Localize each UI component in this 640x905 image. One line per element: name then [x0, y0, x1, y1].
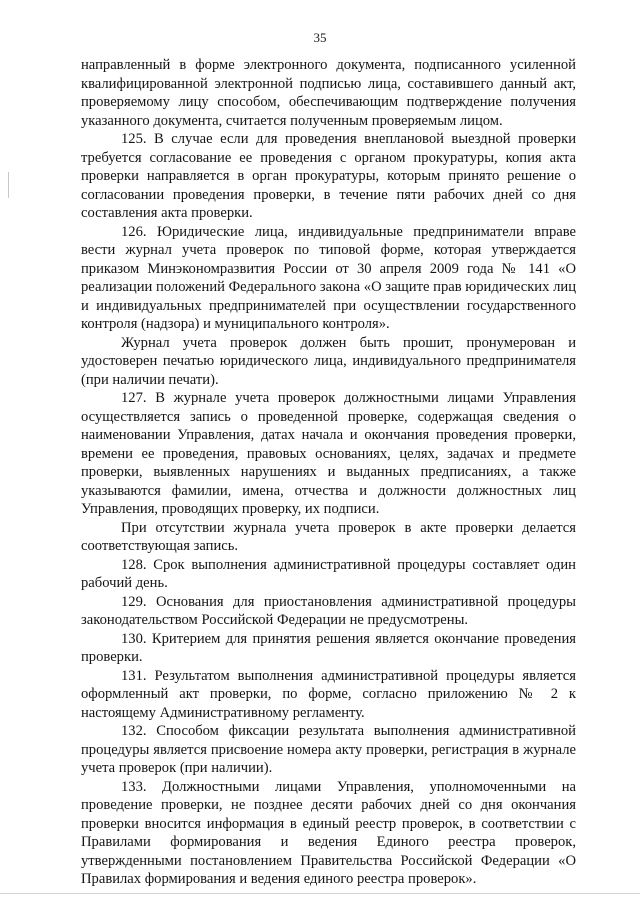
paragraph-132: 132. Способом фиксации результата выполнения административной процедуры является присвоение номера акту проверки, регистрация в журнале учета проверок (при наличии). — [81, 723, 576, 776]
document-body — [81, 56, 576, 889]
paragraph-129: 129. Основания для приостановления административной процедуры законодательством Российской Федерации не предусмотрены. — [81, 593, 576, 628]
paragraph-125: 125. В случае если для проведения внеплановой выездной проверки требуется согласование ее проведения с органом прокуратуры, копия акта проверки направляется в орган прокуратуры, которым принято решение о согласовании проведения проверки, в течение пяти рабочих дней со дня составления акта проверки. — [81, 131, 576, 221]
paragraph-128: 128. Срок выполнения административной процедуры составляет один рабочий день. — [81, 556, 576, 591]
paragraph-133: 133. Должностными лицами Управления, уполномоченными на проведение проверки, не позднее десяти рабочих дней со дня окончания проверки вносится информация в единый реестр проверок, в соответствии с Правилами формирования и ведения Единого реестра проверок, утвержденными постановлением Правительства Российской Федерации «О Правилах формирования и ведения единого реестра проверок». — [81, 778, 576, 887]
paragraph-journal-requirements: Журнал учета проверок должен быть прошит, пронумерован и удостоверен печатью юридического лица, индивидуального предпринимателя (при наличии печати). — [81, 334, 576, 388]
scan-bottom-edge — [0, 893, 640, 894]
paragraph-126: 126. Юридические лица, индивидуальные предприниматели вправе вести журнал учета проверок по типовой форме, которая утверждается приказом Минэкономразвития России от 30 апреля 2009 года № 141 «О реализации положений Федерального закона «О защите прав юридических лиц и индивидуальных предпринимателей при осуществлении государственного контроля (надзора) и муниципального контроля». — [81, 223, 576, 332]
paragraph-127: 127. В журнале учета проверок должностными лицами Управления осуществляется запись о проведенной проверке, содержащая сведения о наименовании Управления, датах начала и окончания проведения проверки, времени ее проведения, правовых основаниях, целях, задачах и предмете проверки, выявленных нарушениях и выданных предписаниях, а также указываются фамилии, имена, отчества и должности должностных лиц Управления, проводящих проверку, их подписи. — [81, 390, 576, 517]
paragraph-continuation: направленный в форме электронного документа, подписанного усиленной квалифицированной электронной подписью лица, составившего данный акт, проверяемому лицу способом, обеспечивающим подтверждение получения указанного документа, считается полученным проверяемым лицом. — [81, 57, 576, 129]
paragraph-no-journal: При отсутствии журнала учета проверок в акте проверки делается соответствующая запись. — [81, 519, 576, 554]
paragraph-131: 131. Результатом выполнения административной процедуры является оформленный акт проверки, по форме, согласно приложению № 2 к настоящему Административному регламенту. — [81, 667, 576, 721]
scan-margin-mark — [8, 172, 9, 198]
paragraph-130: 130. Критерием для принятия решения является окончание проведения проверки. — [81, 630, 576, 665]
page-number: 35 — [313, 30, 327, 45]
